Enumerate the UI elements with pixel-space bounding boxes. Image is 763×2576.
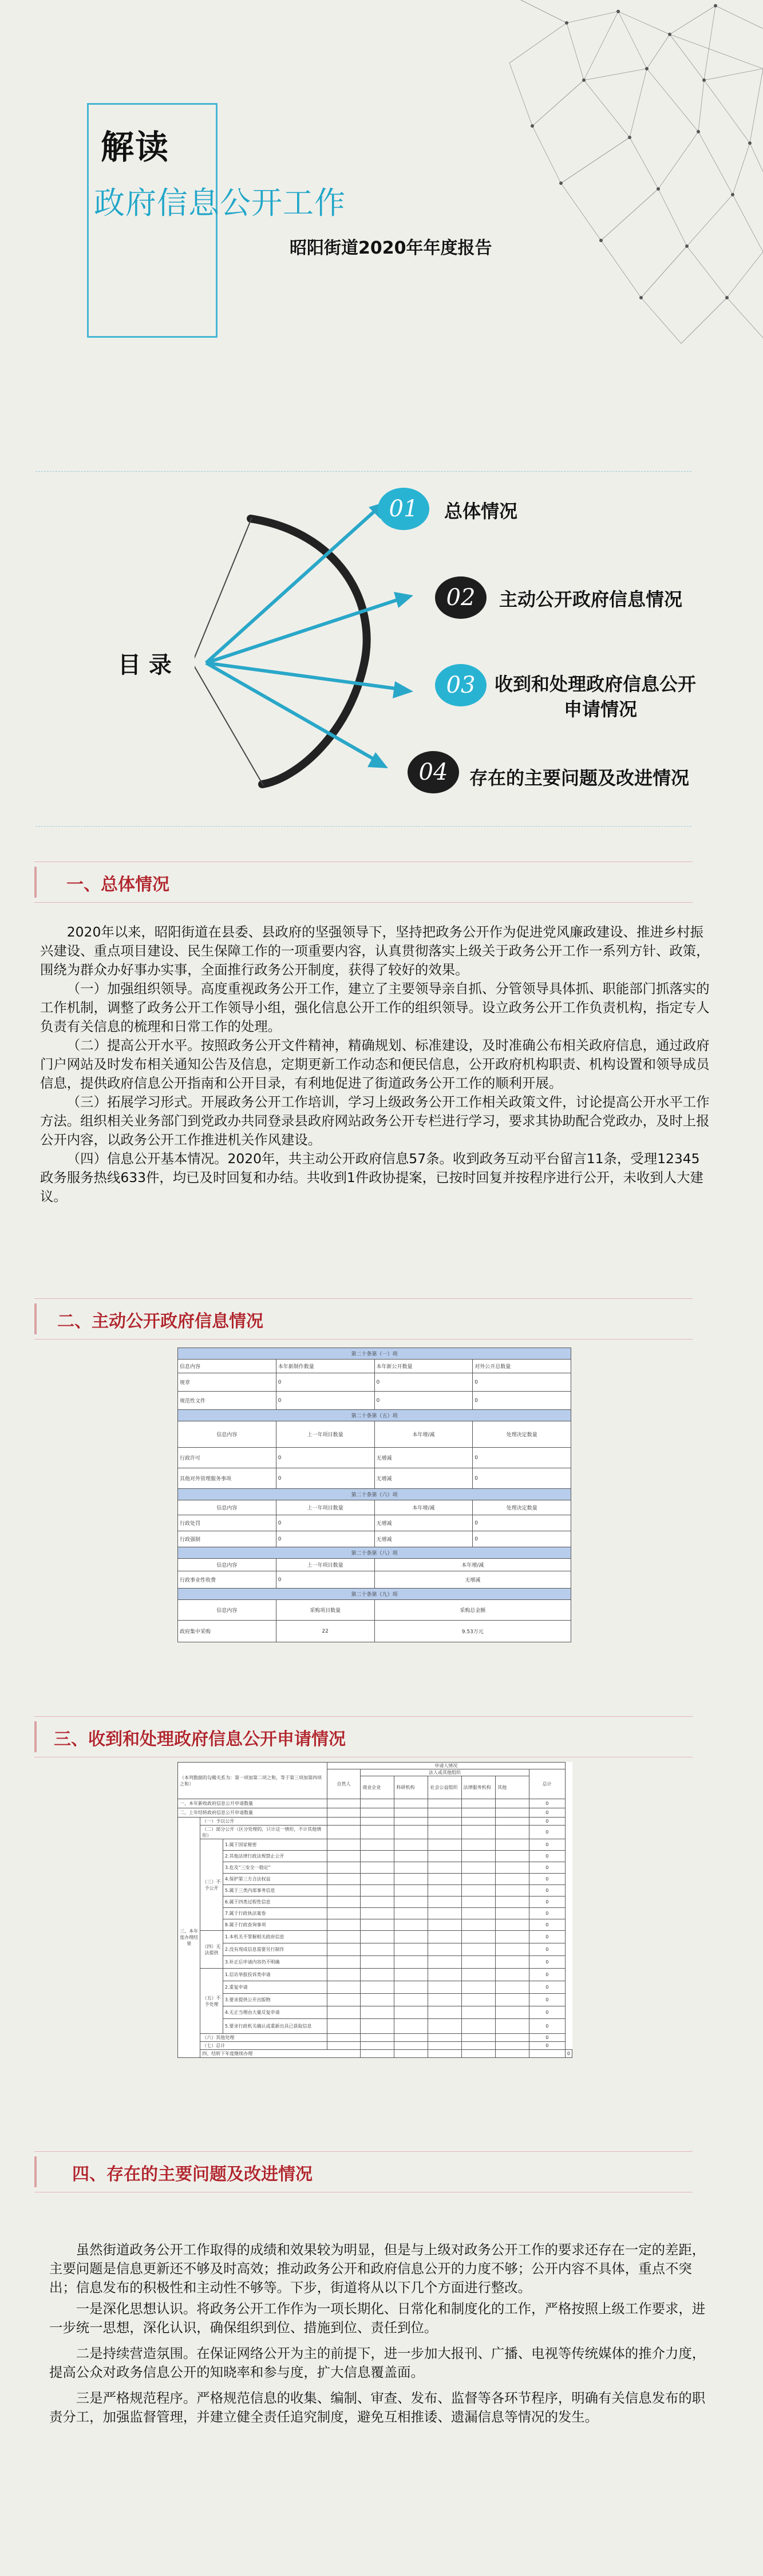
application-table: （本列数据的勾稽关系为：第一项加第二项之和，等于第三项加第四项之和） 申请人情况 自然人 法人或其他组织 总计 商业企业 科研机构 社会公益组织 法律服务机构 其他 一、本年新收政府信息公开申请数量 0 二、上年结转政府信息公开申请数量 0 三、本年度办理结果 （一）予以公开 0 （二）部分公开（区分处理的，只计这一情形，不计其他情形） 0 （三）不予公开 1.属于国家秘密 0 2.其他法律行政法规禁止公开 0 3.危及“三安全一稳定” 0 4.保护第三方合法权益 0 5.属于三类内部事务信息 0 6.属于四类过程性信息 0 7.属于行政执法案卷 0 8.属于行政查询事项 0 （四）无法提供 1.本机关不掌握相关政府信息 0 2.没有现成信息需要另行制作 0 3.补正后申请内容仍不明确 0 （五）不予处理 1.信访举报投诉类申请 0 2.重复申请 0 3.要求提供公开出版物 0 4.无正当理由大量反复申请 0 5.要求行政机关确认或重新出具已获取信息 0 （六）其他处理 0 （七）总计 0 四、结转下年度继续办理 0 [177,1762,572,2058]
title-main: 解读 [101,128,170,167]
paragraph: （二）提高公开水平。按照政务公开文件精神，精确规划、标准建设，及时准确公布相关政府信息，通过政府门户网站及时发布相关通知公告及信息，定期更新工作动态和便民信息，公开政府机构职责、机构设置和领导成员信息，提供政府信息公开指南和公开目录，有利地促进了街道政务公开工作的顺利开展。 [40,1037,710,1091]
toc-num-01: 01 [378,488,429,530]
toc-divider-top [35,471,691,472]
toc-divider-bottom [35,826,691,827]
toc-item-03-line2: 申请情况 [564,698,638,720]
paragraph: 二是持续营造氛围。在保证网络公开为主的前提下，进一步加大报刊、广播、电视等传统媒体的推介力度，提高公众对政务信息公开的知晓率和参与度，扩大信息覆盖面。 [49,2345,706,2380]
toc-item-03[interactable]: 收到和处理政府信息公开 [495,673,697,695]
toc-item-02[interactable]: 主动公开政府信息情况 [499,588,683,610]
report-title: 昭阳街道2020年年度报告 [290,238,492,258]
section1-heading: 一、总体情况 [34,862,693,903]
network-decoration [498,0,763,349]
toc-label: 目 录 [118,652,172,678]
active-disclosure-table: 第二十条第（一）项 信息内容 本年新制作数量 本年新公开数量 对外公开总数量 规章 0 0 0 规范性文件 0 0 0 第二十条第（五）项 信息内容 上一年项目数量 本年增/减 处理决定数量 行政许可 0 无增减 0 其他对外管理服务事项 0 无增减 0 第二十条第（六）项 信息内容 上一年项目数量 本年增/减 处理决定数量 行政处罚 0 无增减 0 行政强制 0 无增减 0 第二十条第（八）项 信息内容 上一年项目数量 本年增/减 行政事业性收费 0 无增减 第二十条第（九）项 信息内容 采购项目数量 采购总金额 政府集中采购 22 9.53万元 [177,1348,571,1642]
section2-heading: 二、主动公开政府信息情况 [34,1298,693,1340]
paragraph: （三）拓展学习形式。开展政务公开工作培训，学习上级政务公开工作相关政策文件，讨论提高公开水平工作方法。组织相关业务部门到党政办共同登录县政府网站政务公开专栏进行学习，要求其协助配合党政办，及时上报公开内容，以政务公开工作推进机关作风建设。 [40,1094,710,1148]
paragraph: （一）加强组织领导。高度重视政务公开工作，建立了主要领导亲自抓、分管领导具体抓、职能部门抓落实的工作机制，调整了政务公开工作领导小组，强化信息公开工作的组织领导。设立政务公开工作负责机构，指定专人负责有关信息的梳理和日常工作的处理。 [40,981,710,1034]
paragraph: 2020年以来，昭阳街道在县委、县政府的坚强领导下，坚持把政务公开作为促进党风廉政建设、推进乡村振兴建设、重点项目建设、民生保障工作的一项重要内容，认真贯彻落实上级关于政务公开工作一系列方针、政策，围绕为群众办好事办实事，全面推行政务公开制度，获得了较好的效果。 [40,924,710,978]
section3-heading: 三、收到和处理政府信息公开申请情况 [34,1716,693,1757]
toc-num-02: 02 [435,576,487,619]
toc-item-01[interactable]: 总体情况 [444,500,518,522]
section4-heading: 四、存在的主要问题及改进情况 [34,2151,693,2192]
toc-num-04: 04 [408,751,459,793]
bow-arrow-graphic [195,492,435,813]
paragraph: 一是深化思想认识。将政务公开工作作为一项长期化、日常化和制度化的工作，严格按照上级工作要求，进一步统一思想，深化认识，确保组织到位、措施到位、责任到位。 [49,2301,706,2336]
paragraph: （四）信息公开基本情况。2020年，共主动公开政府信息57条。收到政务互动平台留言11条，受理12345政务服务热线633件，均已及时回复和办结。共收到1件政协提案，已按时回复并按程序进行公开，未收到人大建议。 [40,1151,703,1204]
section1-body [40,923,710,1206]
paragraph: 虽然街道政务公开工作取得的成绩和效果较为明显，但是与上级对政务公开工作的要求还存在一定的差距，主要问题是信息更新还不够及时高效；推动政务公开和政府信息公开的力度不够；公开内容不具体，重点不突出；信息发布的积极性和主动性不够等。下步，街道将从以下几个方面进行整改。 [49,2242,706,2296]
toc-item-04[interactable]: 存在的主要问题及改进情况 [469,767,690,789]
paragraph: 三是严格规范程序。严格规范信息的收集、编制、审查、发布、监督等各环节程序，明确有关信息发布的职责分工，加强监督管理，并建立健全责任追究制度，避免互相推诿、遗漏信息等情况的发生。 [49,2390,706,2425]
section4-body [49,2241,707,2427]
toc-num-03: 03 [435,664,487,706]
title-sub: 政府信息公开工作 [94,185,346,221]
